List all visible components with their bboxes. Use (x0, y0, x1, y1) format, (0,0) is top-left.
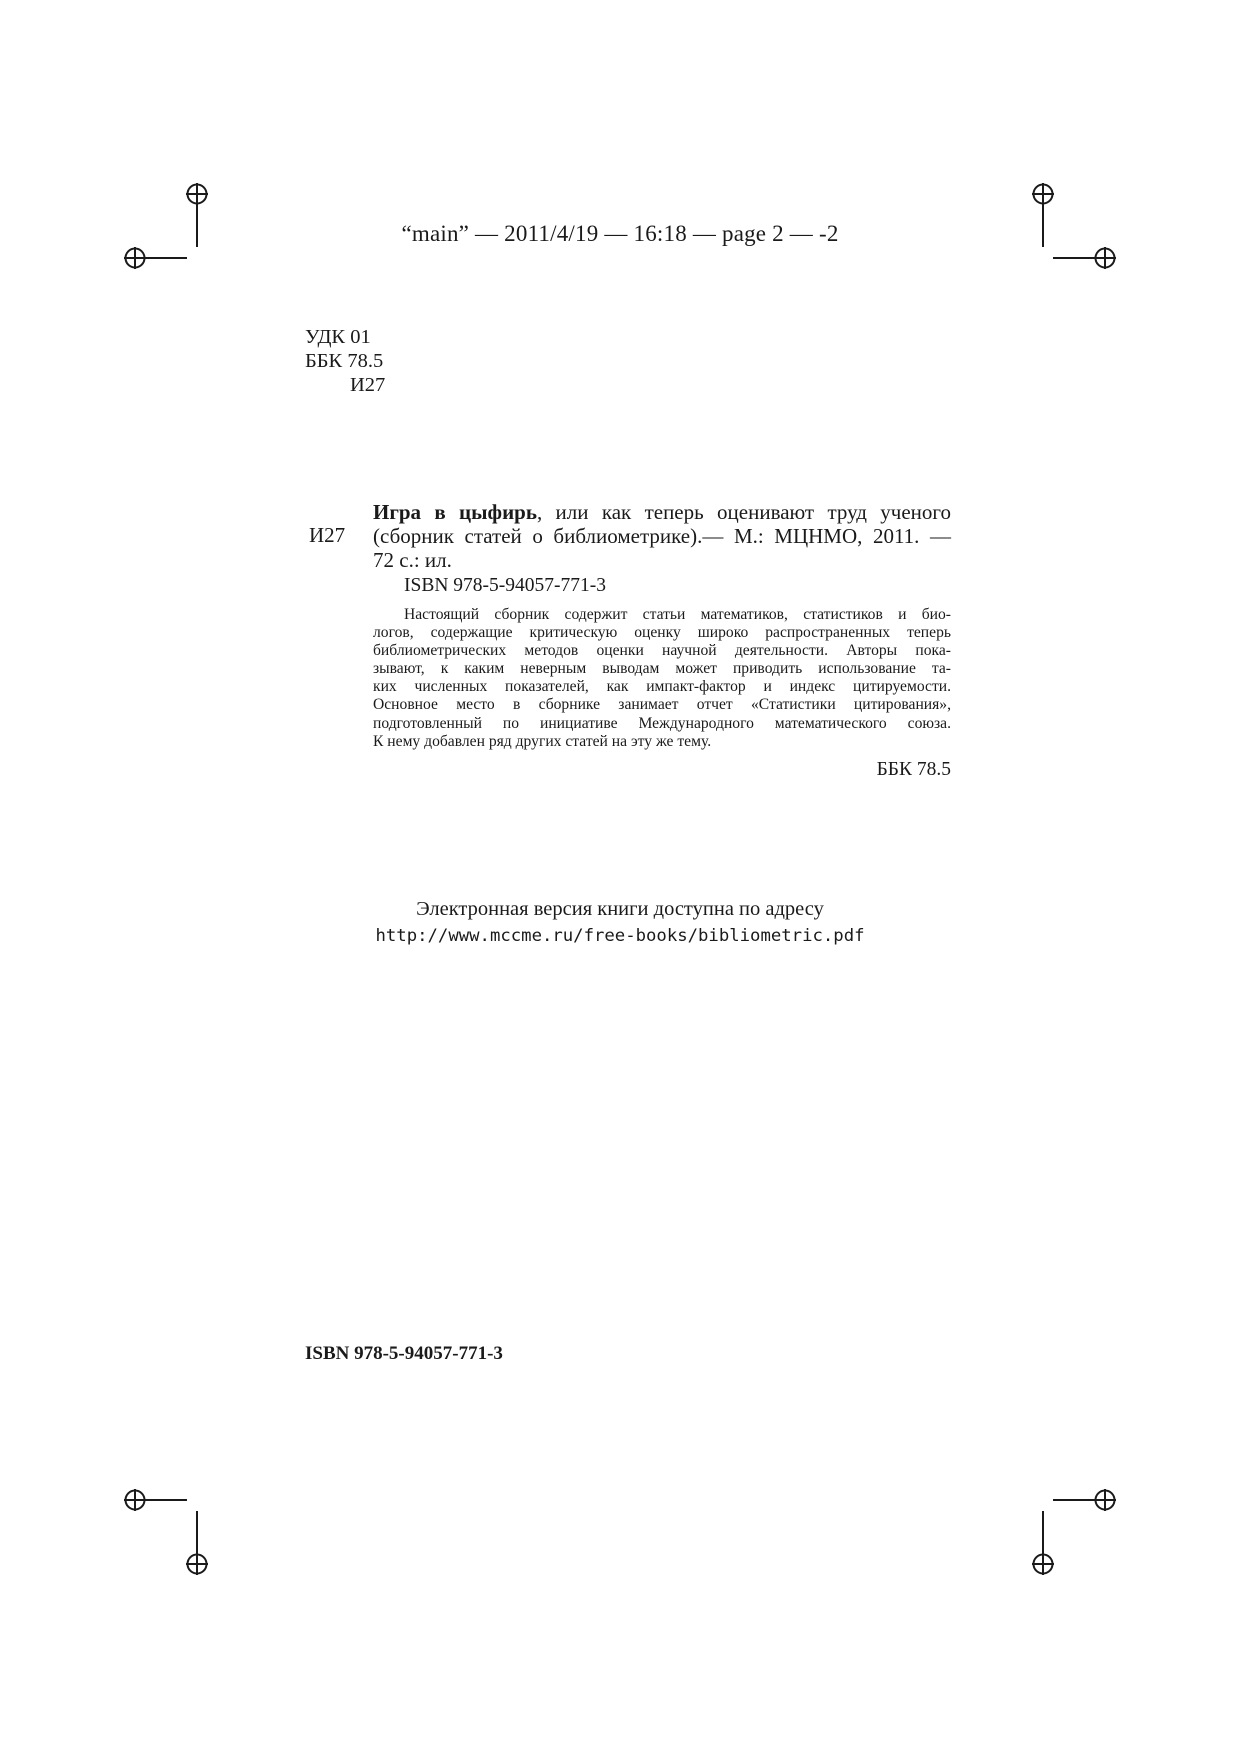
isbn-bottom: ISBN 978-5-94057-771-3 (305, 1343, 503, 1364)
abstract-line: зывают, к каким неверным выводам может приводить использование та- (373, 660, 951, 678)
abstract-line: библиометрических методов оценки научной деятельности. Авторы пока- (373, 642, 951, 660)
author-mark: И27 (350, 374, 386, 396)
udk-code: УДК 01 (305, 326, 371, 348)
abstract-line: логов, содержащие критическую оценку широко распространенных теперь (373, 624, 951, 642)
abstract (373, 606, 951, 751)
classification-codes (305, 325, 385, 397)
crop-mark-bottom-left (124, 1489, 208, 1575)
abstract-line: подготовленный по инициативе Международного математического союза. (373, 714, 951, 732)
abstract-line: Настоящий сборник содержит статьи математиков, статистиков и био- (404, 606, 951, 623)
book-subtitle: , или как теперь оценивают труд ученого (536, 500, 951, 524)
crop-mark-bottom-right (1032, 1489, 1116, 1575)
entry-line-3: 72 с.: ил. (373, 548, 452, 572)
abstract-line: Основное место в сборнике занимает отчет «Статистики цитирования», (373, 696, 951, 714)
entry-line-2: (сборник статей о библиометрике).— М.: МЦНМО, 2011. — (373, 524, 951, 548)
entry-isbn: ISBN 978-5-94057-771-3 (404, 575, 607, 596)
ebook-url[interactable]: http://www.mccme.ru/free-books/bibliometric.pdf (375, 926, 865, 946)
bbk-code-right: ББК 78.5 (876, 759, 951, 780)
bbk-code: ББК 78.5 (305, 350, 384, 372)
entry-title-line (373, 500, 951, 524)
abstract-line: ких численных показателей, как импакт-фактор и индекс цитируемости. (373, 678, 951, 696)
ebook-note: Электронная версия книги доступна по адресу (416, 898, 824, 920)
catalog-entry (373, 500, 951, 572)
entry-author-mark: И27 (309, 523, 346, 547)
abstract-line: К нему добавлен ряд других статей на эту же тему. (373, 732, 712, 750)
running-header: “main” — 2011/4/19 — 16:18 — page 2 — -2 (401, 221, 839, 246)
book-title: Игра в цыфирь (373, 500, 537, 524)
